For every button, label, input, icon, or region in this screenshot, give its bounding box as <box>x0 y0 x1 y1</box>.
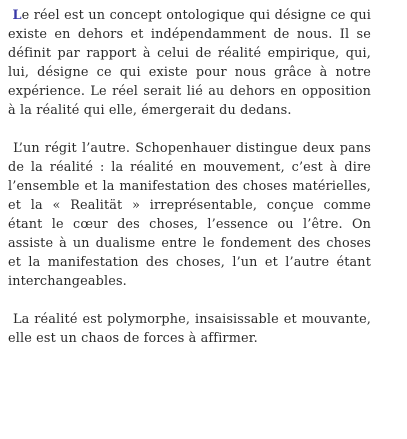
paragraph-1-text: e réel est un concept ontologique qui désigne ce qui existe en dehors et indépendamment de nous. Il se définit par rapport à celui de réalité empirique, qui, lui, désigne ce qui existe pour nous grâce à notre expérience. Le réel serait lié au dehors en opposition à la réalité qui elle, émergerait du dedans. <box>8 8 372 118</box>
paragraph-3-text: La réalité est polymorphe, insaisissable et mouvante, elle est un chaos de forces à affirmer. <box>8 312 372 346</box>
paragraph-2 <box>8 139 371 291</box>
paragraph-1 <box>8 6 371 120</box>
paragraph-3 <box>8 310 371 348</box>
document-body <box>8 6 371 367</box>
paragraph-2-text: L’un régit l’autre. Schopenhauer distingue deux pans de la réalité : la réalité en mouvement, c’est à dire l’ensemble et la manifestation des choses matérielles, et la « Realität » irreprésentable, conçue comme étant le cœur des choses, l’essence ou l’être. On assiste à un dualisme entre le fondement des choses et la manifestation des choses, l’un et l’autre étant interchangeables. <box>8 141 371 289</box>
initial-letter: L <box>12 8 22 23</box>
